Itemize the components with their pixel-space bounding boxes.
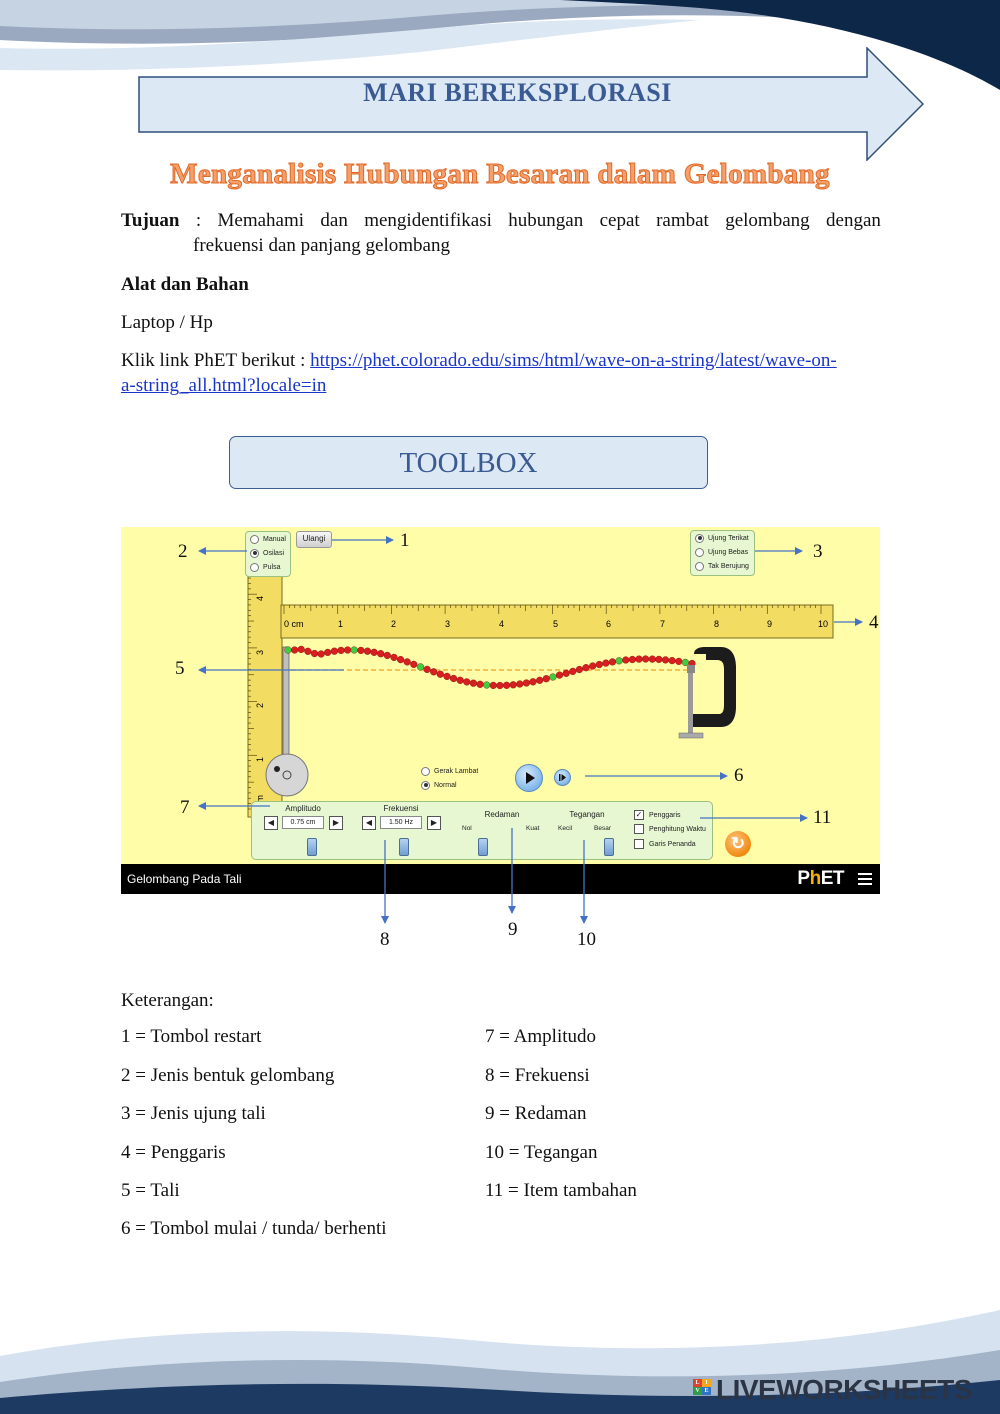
mode-option-label: Pulsa [263,563,281,571]
keterangan-item: 10 = Tegangan [485,1142,598,1163]
tujuan-word: cepat [599,210,640,231]
hruler-label: 1 [338,619,344,629]
restart-button[interactable]: Ulangi [296,531,332,548]
logo-part: ET [820,868,844,889]
keterangan-item: 11 = Item tambahan [485,1180,637,1201]
hruler-label: 10 [818,619,829,629]
keterangan-item: 6 = Tombol mulai / tunda/ berhenti [121,1218,387,1239]
keterangan-item: 4 = Penggaris [121,1142,226,1163]
amplitude-increase-button[interactable]: ▶ [329,816,343,830]
mode-option-label: Manual [263,535,286,543]
hruler-label: 3 [445,619,451,629]
grid-letter: L [693,1379,702,1387]
checkbox-label: Garis Penanda [649,840,696,848]
liveworksheets-grid-icon [693,1379,711,1403]
callout-number-9: 9 [508,919,518,940]
mode-option-label: Osilasi [263,549,285,557]
grid-letter: I [702,1379,711,1387]
tujuan-word: hubungan [508,210,584,231]
callout-number-10: 10 [577,929,596,950]
link-paragraph [121,348,881,398]
checkbox-checked-icon: ✓ [635,810,643,819]
logo-part: h [809,868,821,889]
tension-min-label: Kecil [558,825,573,832]
keterangan-item: 2 = Jenis bentuk gelombang [121,1065,335,1086]
tujuan-word: dan [320,210,348,231]
tujuan-word: mengidentifikasi [364,210,492,231]
tujuan-colon: : [195,210,202,231]
keterangan-item: 8 = Frekuensi [485,1065,590,1086]
speed-option-label: Gerak Lambat [434,767,479,775]
sim-title: Gelombang Pada Tali [127,872,242,886]
tujuan-word: gelombang [725,210,810,231]
tujuan-line2: frekuensi dan panjang gelombang [193,235,450,256]
hruler-label: 2 [391,619,397,629]
grid-letter: V [693,1387,702,1395]
amplitude-label: Amplitudo [285,804,321,813]
hruler-label: 6 [606,619,612,629]
callout-number-5: 5 [175,658,185,679]
frequency-decrease-button[interactable]: ◀ [362,816,376,830]
tujuan-word: Memahami [217,210,305,231]
callout-number-7: 7 [180,797,190,818]
frequency-value: 1.50 Hz [380,816,422,829]
vruler-label-1: 1 [255,756,265,762]
callout-number-3: 3 [813,541,823,562]
callout-number-1: 1 [400,530,410,551]
checkbox-label: Penghitung Waktu [649,825,706,833]
hruler-label: 9 [767,619,773,629]
vruler-label-2: 2 [255,702,265,708]
hruler-label: 4 [499,619,505,629]
checkbox-label: Penggaris [649,811,681,819]
vruler-label-3: 3 [255,649,265,655]
toolbox-title: TOOLBOX [229,436,708,489]
logo-part: P [797,868,810,889]
callout-arrows [0,520,1000,960]
amplitude-value: 0.75 cm [282,816,324,829]
end-option-label: Ujung Bebas [708,548,749,556]
frequency-label: Frekuensi [383,804,419,813]
alat-heading: Alat dan Bahan [121,274,249,295]
alat-item: Laptop / Hp [121,312,213,333]
end-option-label: Tak Berujung [708,562,749,570]
frequency-increase-button[interactable]: ▶ [427,816,441,830]
callout-number-6: 6 [734,765,744,786]
phet-link-line2: a-string_all.html?locale=in [121,375,327,396]
callout-number-8: 8 [380,929,390,950]
amplitude-decrease-button[interactable]: ◀ [264,816,278,830]
keterangan-item: 1 = Tombol restart [121,1026,262,1047]
keterangan-heading: Keterangan: [121,990,214,1011]
tension-label: Tegangan [569,810,605,819]
link-prefix: Klik link PhET berikut : [121,350,311,371]
tujuan-section [121,208,881,258]
tujuan-label: Tujuan [121,210,180,231]
page-subtitle: Menganalisis Hubungan Besaran dalam Gelombang [170,158,830,190]
banner-title: MARI BEREKSPLORASI [363,78,672,107]
speed-option-label: Normal [434,781,457,789]
vruler-label-4: 4 [255,595,265,601]
callout-number-11: 11 [813,807,832,828]
tujuan-word: dengan [826,210,881,231]
damping-max-label: Kuat [526,825,540,832]
keterangan-item: 7 = Amplitudo [485,1026,597,1047]
callout-number-2: 2 [178,541,188,562]
keterangan-item: 5 = Tali [121,1180,180,1201]
tujuan-word: rambat [656,210,709,231]
keterangan-item: 3 = Jenis ujung tali [121,1103,266,1124]
damping-min-label: Nol [462,825,472,832]
callout-number-4: 4 [869,612,879,633]
hruler-label: 7 [660,619,666,629]
reset-icon: ↻ [730,834,746,853]
grid-letter: E [702,1387,711,1395]
damping-label: Redaman [484,810,520,819]
hruler-label: 5 [553,619,559,629]
end-option-label: Ujung Terikat [708,534,749,542]
phet-link-line1: https://phet.colorado.edu/sims/html/wave-on-a-string/latest/wave-on- [310,350,837,371]
hruler-label: 0 cm [284,619,304,629]
keterangan-item: 9 = Redaman [485,1103,587,1124]
liveworksheets-logo: LIVEWORKSHEETS [716,1374,972,1405]
tension-max-label: Besar [594,825,611,832]
hruler-label: 8 [714,619,720,629]
